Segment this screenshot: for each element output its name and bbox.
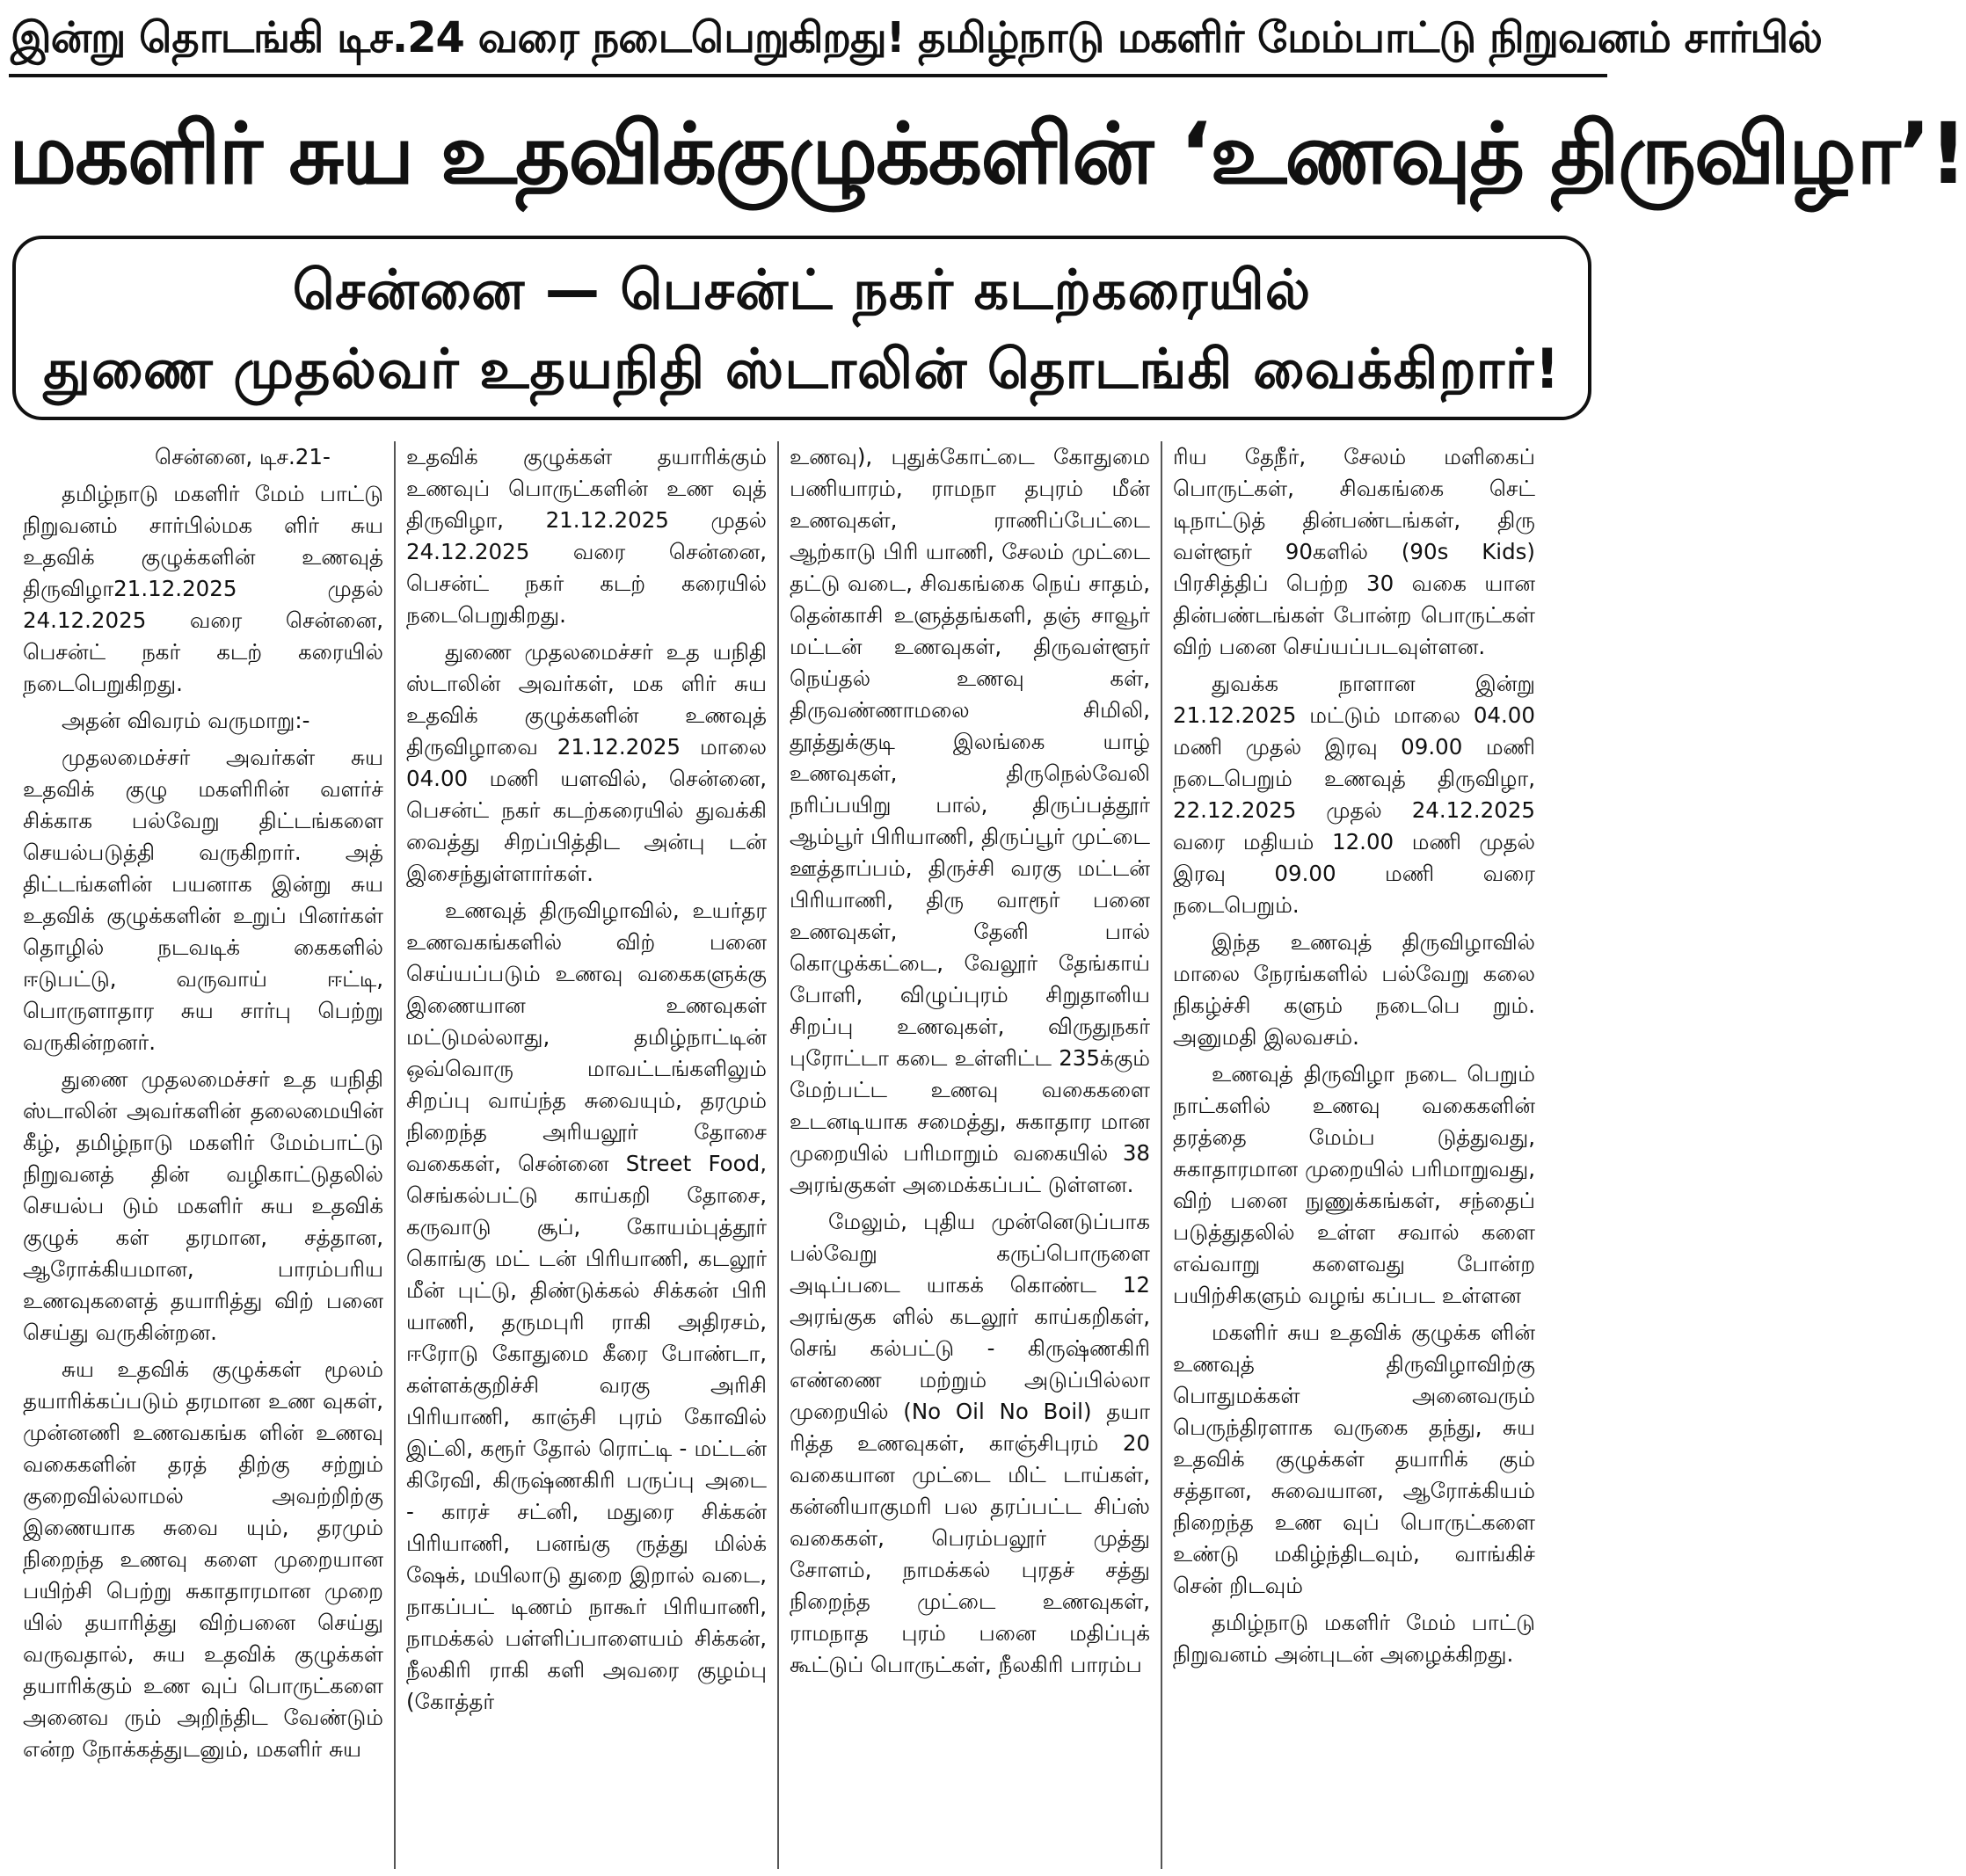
paragraph: இந்த உணவுத் திருவிழாவில் மாலை நேரங்களில் பல்வேறு கலை நிகழ்ச்சி களும் நடைபெ றும். அனுமதி இலவசம்.	[1173, 929, 1535, 1050]
paragraph: மகளிர் சுய உதவிக் குழுக்க ளின் உணவுத் திருவிழாவிற்கு பொதுமக்கள் அனைவரும் பெருந்திரளாக வருகை தந்து, சுய உதவிக் குழுக்கள் தயாரிக் கும் சத்தான, சுவையான, ஆரோக்கியம் நிறைந்த உண வுப் பொருட்களை உண்டு மகிழ்ந்திடவும், வாங்கிச் சென் றிடவும்	[1173, 1320, 1535, 1598]
paragraph: முதலமைச்சர் அவர்கள் சுய உதவிக் குழு மகளிரின் வளர்ச் சிக்காக பல்வேறு திட்டங்களை செயல்படுத்தி வருகிறார். அத் திட்டங்களின் பயனாக இன்று சுய உதவிக் குழுக்களின் உறுப் பினர்கள் தொழில் நடவடிக் கைகளில் ஈடுபட்டு, வருவாய் ஈட்டி, பொருளாதார சுய சார்பு பெற்று வருகின்றனர்.	[23, 745, 383, 1055]
article-column-2	[396, 441, 779, 1869]
paragraph: தமிழ்நாடு மகளிர் மேம் பாட்டு நிறுவனம் சார்பில்மக ளிர் சுய உதவிக் குழுக்களின் உணவுத் திருவிழா21.12.2025 முதல் 24.12.2025 வரை சென்னை, பெசன்ட் நகர் கடற் கரையில் நடைபெறுகிறது.	[23, 481, 383, 696]
paragraph: ரிய தேநீர், சேலம் மளிகைப் பொருட்கள், சிவகங்கை செட் டிநாட்டுத் தின்பண்டங்கள், திரு வள்ளூர் 90களில் (90s Kids) பிரசித்திப் பெற்ற 30 வகை யான தின்பண்டங்கள் போன்ற பொருட்கள் விற் பனை செய்யப்படவுள்ளன.	[1173, 444, 1535, 659]
paragraph: உணவு), புதுக்கோட்டை கோதுமை பணியாரம், ராமநா தபுரம் மீன் உணவுகள், ராணிப்பேட்டை ஆற்காடு பிரி யாணி, சேலம் முட்டை தட்டு வடை, சிவகங்கை நெய் சாதம், தென்காசி உளுத்தங்களி, தஞ் சாவூர் மட்டன் உணவுகள், திருவள்ளூர் நெய்தல் உணவு கள், திருவண்ணாமலை சிமிலி, தூத்துக்குடி இலங்கை யாழ் உணவுகள், திருநெல்வேலி நரிப்பயிறு பால், திருப்பத்தூர் ஆம்பூர் பிரியாணி, திருப்பூர் முட்டை ஊத்தாப்பம், திருச்சி வரகு மட்டன் பிரியாணி, திரு வாரூர் பனை உணவுகள், தேனி பால் கொழுக்கட்டை, வேலூர் தேங்காய் போளி, விழுப்புரம் சிறுதானிய சிறப்பு உணவுகள், விருதுநகர் புரோட்டா கடை உள்ளிட்ட 235க்கும் மேற்பட்ட உணவு வகைகளை உடனடியாக சமைத்து, சுகாதார மான முறையில் பரிமாறும் வகையில் 38 அரங்குகள் அமைக்கப்பட் டுள்ளன.	[790, 444, 1150, 1197]
subheadline-line-1: சென்னை — பெசன்ட் நகர் கடற்கரையில்	[292, 258, 1312, 322]
paragraph: அதன் விவரம் வருமாறு:-	[62, 708, 310, 733]
paragraph: துவக்க நாளான இன்று 21.12.2025 மட்டும் மாலை 04.00 மணி முதல் இரவு 09.00 மணி நடைபெறும் உணவுத் திருவிழா, 22.12.2025 முதல் 24.12.2025 வரை மதியம் 12.00 மணி முதல் இரவு 09.00 மணி வரை நடைபெறும்.	[1173, 671, 1535, 918]
subheadline-line-2: துணை முதல்வர் உதயநிதி ஸ்டாலின் தொடங்கி வைக்கிறார்!	[43, 337, 1561, 401]
article-column-4	[1162, 441, 1546, 1869]
paragraph: உதவிக் குழுக்கள் தயாரிக்கும் உணவுப் பொருட்களின் உண வுத் திருவிழா, 21.12.2025 முதல் 24.12.2025 வரை சென்னை, பெசன்ட் நகர் கடற் கரையில் நடைபெறுகிறது.	[406, 444, 767, 628]
paragraph: சுய உதவிக் குழுக்கள் மூலம் தயாரிக்கப்படும் தரமான உண வுகள், முன்னணி உணவகங்க ளின் உணவு வகைகளின் தரத் திற்கு சற்றும் குறைவில்லாமல் அவற்றிற்கு இணையாக சுவை யும், தரமும் நிறைந்த உணவு களை முறையான பயிற்சி பெற்று சுகாதாரமான முறை யில் தயாரித்து விற்பனை செய்து வருவதால், சுய உதவிக் குழுக்கள் தயாரிக்கும் உண வுப் பொருட்களை அனைவ ரும் அறிந்திட வேண்டும் என்ற நோக்கத்துடனும், மகளிர் சுய	[23, 1356, 383, 1762]
paragraph: உணவுத் திருவிழாவில், உயர்தர உணவகங்களில் விற் பனை செய்யப்படும் உணவு வகைகளுக்கு இணையான உணவுகள் மட்டுமல்லாது, தமிழ்நாட்டின் ஒவ்வொரு மாவட்டங்களிலும் சிறப்பு வாய்ந்த சுவையும், தரமும் நிறைந்த அரியலூர் தோசை வகைகள், சென்னை Street Food, செங்கல்பட்டு காய்கறி தோசை, கருவாடு சூப், கோயம்புத்தூர் கொங்கு மட் டன் பிரியாணி, கடலூர் மீன் புட்டு, திண்டுக்கல் சிக்கன் பிரி யாணி, தருமபுரி ராகி அதிரசம், ஈரோடு கோதுமை கீரை போண்டா, கள்ளக்குறிச்சி வரகு அரிசி பிரியாணி, காஞ்சி புரம் கோவில் இட்லி, கரூர் தோல் ரொட்டி - மட்டன் கிரேவி, கிருஷ்ணகிரி பருப்பு அடை - காரச் சட்னி, மதுரை சிக்கன் பிரியாணி, பனங்கு ருத்து மில்க் ஷேக், மயிலாடு துறை இறால் வடை, நாகப்பட் டிணம் நாகூர் பிரியாணி, நாமக்கல் பள்ளிப்பாளையம் சிக்கன், நீலகிரி ராகி களி அவரை குழம்பு (கோத்தர்	[406, 898, 767, 1714]
paragraph: தமிழ்நாடு மகளிர் மேம் பாட்டு நிறுவனம் அன்புடன் அழைக்கிறது.	[1173, 1610, 1535, 1667]
article-column-3	[779, 441, 1162, 1869]
dateline: சென்னை, டிச.21-	[155, 444, 331, 469]
kicker-divider	[9, 74, 1607, 77]
subheadline-box	[12, 236, 1591, 420]
paragraph: மேலும், புதிய முன்னெடுப்பாக பல்வேறு கருப்பொருளை அடிப்படை யாகக் கொண்ட 12 அரங்குக ளில் கடலூர் காய்கறிகள், செங் கல்பட்டு - கிருஷ்ணகிரி எண்ணை மற்றும் அடுப்பில்லா முறையில் (No Oil No Boil) தயா ரித்த உணவுகள், காஞ்சிபுரம் 20 வகையான முட்டை மிட் டாய்கள், கன்னியாகுமரி பல தரப்பட்ட சிப்ஸ் வகைகள், பெரம்பலூர் முத்து சோளம், நாமக்கல் புரதச் சத்து நிறைந்த முட்டை உணவுகள், ராமநாத புரம் பனை மதிப்புக் கூட்டுப் பொருட்கள், நீலகிரி பாரம்ப	[790, 1209, 1150, 1677]
article-body	[12, 441, 1604, 1869]
headline: மகளிர் சுய உதவிக்குழுக்களின் ‘உணவுத் திருவிழா’!	[9, 105, 1966, 203]
kicker-line: இன்று தொடங்கி டிச.24 வரை நடைபெறுகிறது! தமிழ்நாடு மகளிர் மேம்பாட்டு நிறுவனம் சார்பில்	[11, 13, 1822, 62]
article-column-1	[12, 441, 396, 1869]
paragraph: உணவுத் திருவிழா நடை பெறும் நாட்களில் உணவு வகைகளின் தரத்தை மேம்ப டுத்துவது, சுகாதாரமான முறையில் பரிமாறுவது, விற் பனை நுணுக்கங்கள், சந்தைப் படுத்துதலில் உள்ள சவால் களை எவ்வாறு களைவது போன்ற பயிற்சிகளும் வழங் கப்பட உள்ளன	[1173, 1061, 1535, 1308]
paragraph: துணை முதலமைச்சர் உத யநிதி ஸ்டாலின் அவர்களின் தலைமையின் கீழ், தமிழ்நாடு மகளிர் மேம்பாட்டு நிறுவனத் தின் வழிகாட்டுதலில் செயல்ப டும் மகளிர் சுய உதவிக் குழுக் கள் தரமான, சத்தான, ஆரோக்கியமான, பாரம்பரிய உணவுகளைத் தயாரித்து விற் பனை செய்து வருகின்றன.	[23, 1066, 383, 1345]
paragraph: துணை முதலமைச்சர் உத யநிதி ஸ்டாலின் அவர்கள், மக ளிர் சுய உதவிக் குழுக்களின் உணவுத் திருவிழாவை 21.12.2025 மாலை 04.00 மணி யளவில், சென்னை, பெசன்ட் நகர் கடற்கரையில் துவக்கி வைத்து சிறப்பித்திட அன்பு டன் இசைந்துள்ளார்கள்.	[406, 639, 767, 886]
